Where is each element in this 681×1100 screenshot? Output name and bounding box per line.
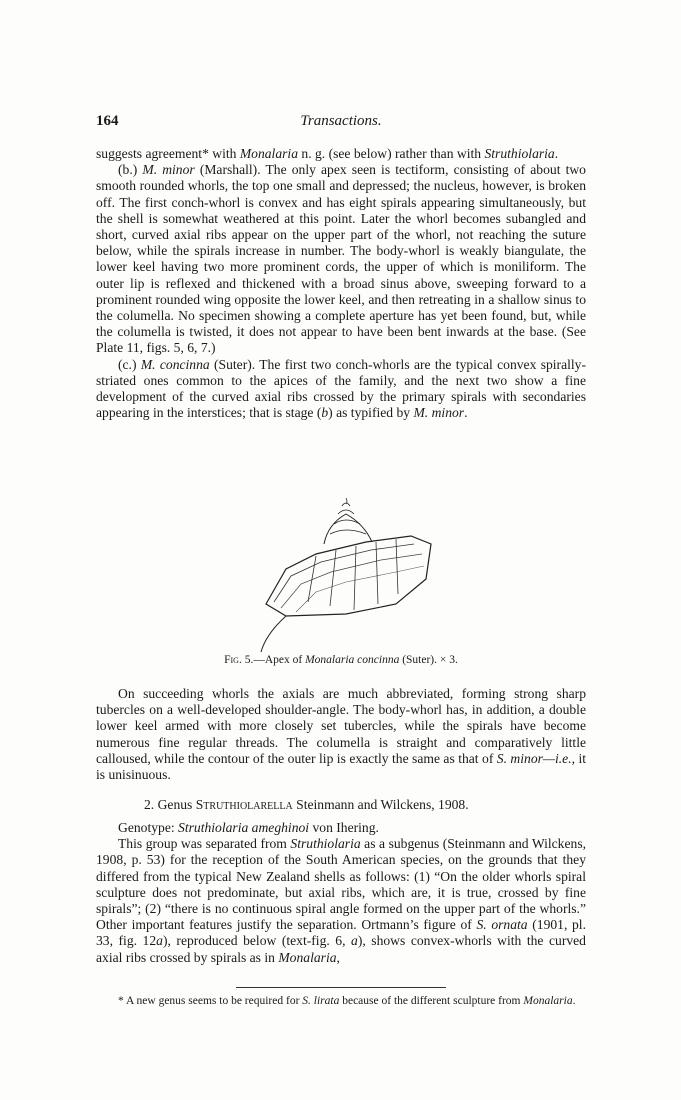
paragraph-group-separated: This group was separated from Struthiolaria as a subgenus (Steinmann and Wilckens, 1908, p. 53) for the reception of the South American species, on the grounds that they differed from the typical New Zealand shells as follows: (1) “On the older whorls spiral sculpture does not predominate, but axial ribs, which are, it is true, crossed by fine spirals”; (2) “there is no continuous spiral angle formed on the upper part of the whorls.” Other important features justify the separation. Ortmann’s figure of S. ornata (1901, pl. 33, fig. 12a), reproduced below (text-fig. 6, a), shows convex-whorls with the curved axial ribs crossed by spirals as in Monalaria, — [96, 836, 587, 965]
paragraph-continuation: suggests agreement* with Monalaria n. g. (see below) rather than with Struthiolaria. — [96, 146, 559, 161]
figure-caption: Fig. 5.—Apex of Monalaria concinna (Suter). × 3. — [224, 654, 458, 666]
body-text-middle — [96, 686, 586, 783]
shell-apex-illustration — [246, 484, 446, 654]
section-heading: 2. Genus Struthiolarella Steinmann and Wilckens, 1908. — [144, 797, 469, 812]
figure-5-shell-apex — [96, 484, 586, 670]
body-text-top — [96, 146, 586, 421]
paragraph-succeeding-whorls: On succeeding whorls the axials are much abbreviated, forming strong sharp tubercles on a well-developed shoulder-angle. The body-whorl has, in addition, a double lower keel armed with more closely set tubercles, while the spirals have become numerous fine regular threads. The columella is straight and comparatively little calloused, while the contour of the outer lip is exactly the same as that of S. minor—i.e., it is unisinuous. — [96, 686, 587, 783]
paragraph-genotype: Genotype: Struthiolaria ameghinoi von Ihering. — [118, 820, 379, 835]
paragraph-m-concinna: (c.) M. concinna (Suter). The first two conch-whorls are the typical convex spirally-striated ones common to the apices of the family, and the next two show a fine development of the curved axial ribs crossed by the primary spirals with secondaries appearing in the interstices; that is stage (b) as typified by M. minor. — [96, 356, 586, 421]
footnote-rule — [236, 987, 446, 988]
paragraph-m-minor: (b.) M. minor (Marshall). The only apex seen is tectiform, consisting of about two smooth rounded whorls, the top one small and depressed; the nucleus, however, is broken off. The first conch-whorl is convex and has eight spirals appearing simultaneously, but the shell is somewhat weathered at this point. Later the whorl becomes subangled and short, curved axial ribs appear on the upper part of the whorl, not reaching the suture below, while the spirals increase in number. The body-whorl is weakly biangulate, the lower keel having two more prominent cords, the upper of which is moniliform. The outer lip is reflexed and thickened with a broad sinus above, sweeping forward to a prominent rounded wing opposite the lower keel, and then retreating in a shallow sinus to the columella. No specimen showing a complete aperture has yet been found, but, while the columella is twisted, it does not appear to have been bent inwards at the base. (See Plate 11, figs. 5, 6, 7.) — [96, 162, 586, 356]
page-header — [96, 113, 586, 135]
running-head: Transactions. — [300, 113, 382, 129]
footnote: * A new genus seems to be required for S. lirata because of the different sculpture from Monalaria. — [118, 995, 576, 1007]
body-text-bottom — [96, 820, 586, 966]
page-number: 164 — [96, 113, 119, 129]
